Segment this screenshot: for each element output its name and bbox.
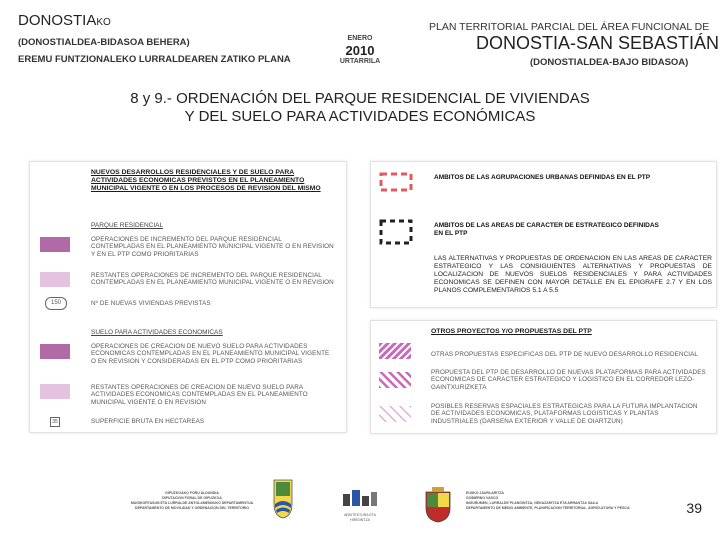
center-logo-caption: ARKITEKTURA ETA HIRIGINTZA [344, 513, 376, 522]
legend-urban-groupings: AMBITOS DE LAS AGRUPACIONES URBANAS DEFINIDAS EN EL PTP [434, 174, 651, 181]
footer-left-line3: MUGIKORTASUN ETA LURRALDE ANTOLAMENDUKO DEPARTAMENTUA [130, 501, 254, 505]
header-year: 2010 [345, 43, 375, 58]
hatch-pink-medium-icon [379, 372, 411, 388]
circle-number-symbol: 150 [45, 297, 67, 310]
legend-strategic-platforms: PROPUESTA DEL PTP DE DESARROLLO DE NUEVAS PLATAFORMAS PARA ACTIVIDADES ECONOMICAS DE CARACTER ESTRATEGICO Y LOGISTICO EN EL CORREDOR LEZO-GAINTXURIZKETA [431, 369, 706, 391]
legend-item-residential-other: RESTANTES OPERACIONES DE INCREMENTO DEL PARQUE RESIDENCIAL CONTEMPLADAS EN EL PLANEAMIENTO MUNICIPAL VIGENTE O EN REVISION [91, 272, 334, 287]
legend-item-economic-priority: OPERACIONES DE CREACION DE NUEVO SUELO PARA ACTIVIDADES ECONOMICAS CONTEMPLADAS EN EL PLANEAMIENTO MUNICIPAL VIGENTE O EN REVISION Y CONSIDERADAS EN EL PTP COMO PRIORITARIAS [91, 343, 330, 365]
footer-left-line4: DEPARTAMENTO DE MOVILIDAD Y ORDENACION DEL TERRITORIO [135, 506, 249, 510]
footer-right-line2: GOBIERNO VASCO [466, 496, 499, 500]
footer-right-line1: EUSKO JAURLARITZA [466, 491, 504, 495]
legend-item-gross-area: SUPERFICIE BRUTA EN HECTAREAS [91, 418, 205, 425]
architecture-logo-icon [340, 488, 380, 508]
header-month: ENERO [347, 35, 373, 42]
header-right-top: PLAN TERRITORIAL PARCIAL DEL ÁREA FUNCIONAL DE [429, 21, 710, 33]
legend-item-economic-other: RESTANTES OPERACIONES DE CREACION DE NUEVO SUELO PARA ACTIVIDADES ECONOMICAS CONTEMPLADAS EN EL PLANEAMIENTO MUNICIPAL VIGENTE O EN REVISION [91, 384, 308, 406]
swatch-purple-priority [40, 237, 70, 252]
square-number-symbol: 35 [50, 417, 60, 427]
red-dashed-boundary-icon [379, 172, 413, 192]
page-title-line2: Y DEL SUELO PARA ACTIVIDADES ECONÓMICAS [184, 108, 536, 125]
legend-panel-left [29, 161, 347, 433]
suelo-actividades-label: SUELO PARA ACTIVIDADES ECONOMICAS [91, 329, 223, 336]
footer-left-line1: GIPUZKOAKO FORU ALDUNDIA [165, 491, 219, 495]
legend-panel-right-top [370, 161, 717, 308]
legend-strategic-note: LAS ALTERNATIVAS Y PROPUESTAS DE ORDENACION EN LAS AREAS DE CARACTER ESTRATEGICO Y LAS CONSIGUIENTES ALTERNATIVAS Y PROPUESTAS DE LOCALIZACION DE NUEVOS SUELOS RESIDENCIALES Y PARA ACTIVIDADES ECONOMICAS SE DEFINEN CON MAYOR DETALLE EN EL EPIGRAFE 2.7 Y EN LOS PLANOS COMPLEMENTARIOS 5.1 A 5.5 [434, 255, 712, 294]
other-projects-heading: OTROS PROYECTOS Y/O PROPUESTAS DEL PTP [431, 328, 592, 335]
footer-left-line2: DIPUTACION FORAL DE GIPUZKOA [162, 496, 222, 500]
legend-item-new-homes: Nº DE NUEVAS VIVIENDAS PREVISTAS [91, 300, 211, 307]
hatch-pink-light-icon [379, 406, 411, 422]
black-dashed-boundary-icon [379, 219, 413, 245]
legend-strategic-areas: AMBITOS DE LAS AREAS DE CARACTER DE ESTRATEGICO DEFINIDAS EN EL PTP [434, 222, 659, 237]
header-month-basque: URTARRILA [339, 58, 381, 65]
legend-panel-right-bottom [370, 320, 717, 434]
page-title-line1: 8 y 9.- ORDENACIÓN DEL PARQUE RESIDENCIAL DE VIVIENDAS [130, 90, 590, 107]
page-number: 39 [686, 500, 702, 516]
parque-residencial-label: PARQUE RESIDENCIAL [91, 222, 164, 229]
header-right-title: DONOSTIA-SAN SEBASTIÁN [476, 33, 720, 53]
header-left-title: DONOSTIAKO [18, 12, 111, 29]
header-left-plan-name: EREMU FUNTZIONALEKO LURRALDEAREN ZATIKO PLANA [18, 54, 291, 65]
footer-right-line3: INGURUMEN, LURRALDE PLANGINTZA, NEKAZARITZA ETA ARRANTZA SAILA [466, 501, 599, 505]
footer-left-text [112, 491, 272, 511]
swatch-light-purple [40, 272, 70, 287]
legend-spatial-reserves: POSIBLES RESERVAS ESPACIALES ESTRATEGICAS PARA LA FUTURA IMPLANTACION DE ACTIVIDADES ECONOMICAS, PLATAFORMAS LOGISTICAS Y PLANTAS INDUSTRIALES (DARSENA EXTERIOR Y VALLE DE OIARTZUN) [431, 403, 698, 425]
swatch-light-purple-economic [40, 384, 70, 399]
swatch-purple-economic-priority [40, 344, 70, 359]
header-left-subtitle: (DONOSTIALDEA-BIDASOA BEHERA) [18, 37, 190, 48]
legend-left-heading: NUEVOS DESARROLLOS RESIDENCIALES Y DE SUELO PARA ACTIVIDADES ECONOMICAS PREVISTOS EN EL PLANEAMIENTO MUNICIPAL VIGENTE O EN LOS PROCESOS DE REVISION DEL MISMO [91, 169, 321, 192]
footer-right-text [466, 491, 656, 511]
legend-item-residential-priority: OPERACIONES DE INCREMENTO DEL PARQUE RESIDENCIAL CONTEMPLADAS EN EL PLANEAMIENTO MUNICIPAL VIGENTE O EN REVISION Y EN EL PTP COMO PRIORITARIAS [91, 236, 334, 258]
center-logo [340, 488, 380, 522]
header-right-subtitle: (DONOSTIALDEA-BAJO BIDASOA) [530, 57, 689, 68]
hatch-pink-heavy-icon [379, 343, 411, 359]
legend-other-residential: OTRAS PROPUESTAS ESPECIFICAS DEL PTP DE NUEVO DESARROLLO RESIDENCIAL [431, 351, 699, 358]
basque-government-coat-of-arms-icon [424, 486, 452, 524]
footer-right-line4: DEPARTAMENTO DE MEDIO AMBIENTE, PLANIFICACION TERRITORIAL, AGRICULTURA Y PESCA [466, 506, 630, 510]
gipuzkoa-coat-of-arms-icon [272, 478, 294, 520]
